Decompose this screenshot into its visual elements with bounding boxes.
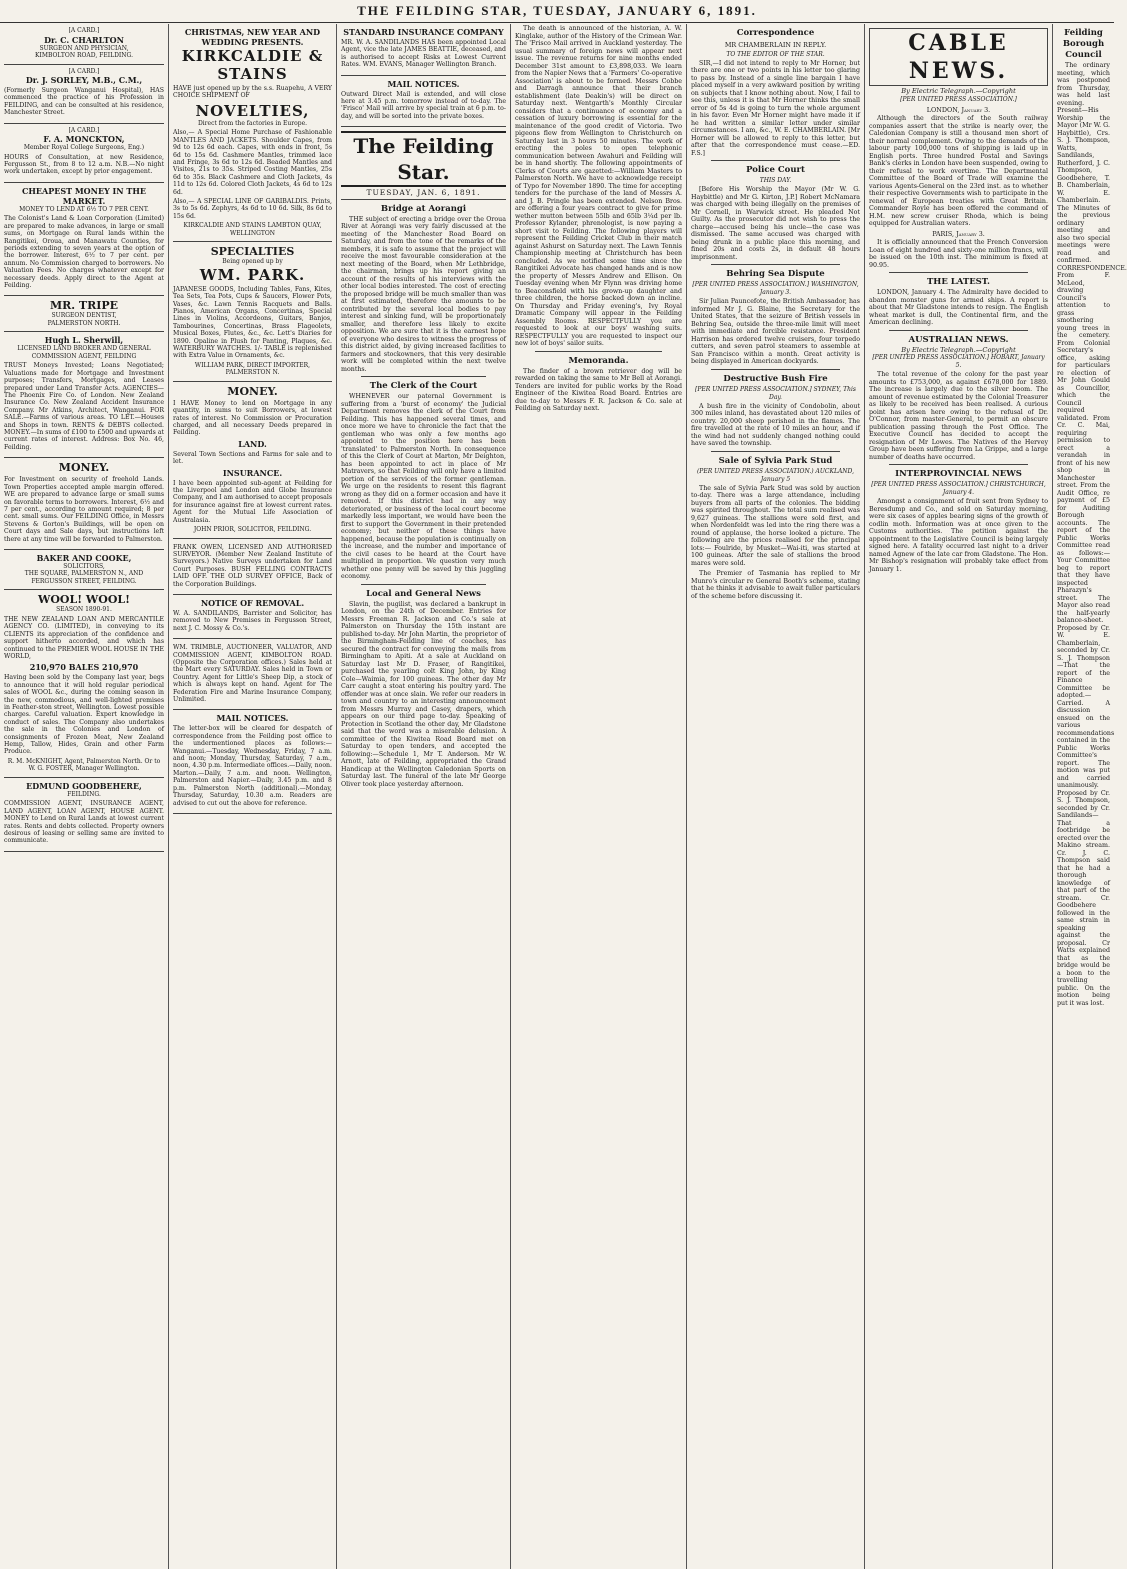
article-sub: THIS DAY. — [759, 177, 792, 185]
article-interprovincial — [869, 469, 1048, 573]
column-2 — [168, 24, 336, 1569]
ad-land-head: LAND. — [238, 438, 267, 449]
newspaper-banner: The Feilding Star. — [341, 131, 506, 187]
ad-text-2: Having been sold by the Company last year, begs to announce that it will hold regular periodical sales of WOOL &c., during the coming season in the new, commodious, and well-lighted premises in Feather-ston street, Wellington. Lowest possible charges. Careful valuation. Expert knowledge in conduct of sales. The Company also undertakes the sale in the Colonies and London of consignments of Frozen Meat, New Zealand Hemp, Tallow, Hides, Grain and other Farm Produce. — [4, 674, 164, 756]
ad-tag: [A CARD.] — [68, 67, 100, 75]
ad-baker-cooke — [4, 550, 164, 591]
article-correspondence — [691, 28, 860, 157]
article-memoranda — [515, 356, 682, 413]
cable-sub: [PER UNITED PRESS ASSOCIATION.] — [900, 95, 1017, 103]
ad-mail — [173, 710, 332, 813]
article-sub: [PER UNITED PRESS ASSOCIATION.] SYDNEY, This Day. — [695, 385, 856, 401]
ad-name: BAKER AND COOKE, — [36, 552, 132, 563]
ad-name: Dr. C. CHARLTON — [44, 34, 124, 45]
ad-head: NOTICE OF REMOVAL. — [200, 597, 305, 608]
article-police-court — [691, 165, 860, 261]
ad-sub: SEASON 1890-91. — [56, 606, 112, 614]
ad-removal — [173, 595, 332, 639]
ad-line: SOLICITORS, — [63, 562, 105, 570]
article-text-2: The Premier of Tasmania has replied to Mr Munro's circular re General Booth's scheme, stating that he thinks it advisable to await fuller particulars of the scheme before discussing it. — [691, 570, 860, 600]
article-text: Sir Julian Pauncefote, the British Ambassador, has informed Mr J. G. Blaine, the Secretary for the United States, that the seizure of British vessels in Behring Sea, outside the three-mile limit will meet with immediate and forcible resistance. President Harrison has ordered twelve cruisers, four torpedo cutters, and seven patrol steamers to assemble at San Francisco within a month. Great activity is being displayed in American dockyards. — [691, 298, 860, 366]
column-1 — [0, 24, 168, 1569]
article-heading: THE LATEST. — [926, 277, 991, 288]
article-heading: Destructive Bush Fire — [723, 373, 828, 384]
column-5 — [686, 24, 864, 1569]
article-heading: Sale of Sylvia Park Stud — [718, 455, 833, 466]
ad-place: THE SQUARE, PALMERSTON N., AND FERGUSSON STREET, FEILDING. — [24, 570, 144, 585]
ad-park — [173, 242, 332, 382]
article-news-items — [515, 25, 682, 348]
ad-text: For Investment on security of freehold Lands. Town Properties accepted ample margin offered. WE are prepared to advance large or small sums on favorable terms to borrowers. Interest, 6½ and 7 per cent., according to amount required; 8 per cent. small sums. Our FEILDING Office, in Messrs Stevens & Gorton's Buildings, will be open on Court days and Sale days, but instructions left there at any time will be forwarded to Palmerston. — [4, 476, 164, 543]
ad-name: MR. TRIPE — [49, 299, 119, 313]
ad-sub: Being opened up by — [222, 258, 283, 266]
ad-text: THE NEW ZEALAND LOAN AND MERCANTILE AGENCY CO. (LIMITED), in conveying to its CLIENTS its appreciation of the confidence and support hitherto accorded, and which has continued to the PREMIER WOOL HOUSE IN THE WORLD, — [4, 615, 164, 660]
ad-bales: 210,970 BALES 210,970 — [29, 662, 139, 673]
article-latest — [869, 277, 1048, 327]
ad-sherwill — [4, 332, 164, 458]
ad-prior-name: JOHN PRIOR, SOLICITOR, FEILDING. — [193, 526, 312, 534]
ad-head: STANDARD INSURANCE COMPANY — [343, 27, 504, 37]
ad-sub: MONEY TO LEND AT 6½ TO 7 PER CENT. — [19, 205, 149, 213]
ad-line: LICENSED LAND BROKER AND GENERAL COMMISSION AGENT, FEILDING — [17, 345, 151, 360]
masthead — [0, 0, 1114, 23]
column-7 — [1052, 24, 1127, 1569]
ad-goodbehere — [4, 778, 164, 852]
cable-byline: By Electric Telegraph.—Copyright — [901, 87, 1016, 95]
article-sub: TO THE EDITOR OF THE STAR. — [726, 50, 825, 58]
article-heading: Correspondence — [736, 28, 815, 38]
article-text: The death is announced of the historian, A. W. Kinglake, author of the History of the Crimean War. The 'Frisco Mail arrived in Auckland yesterday. The usual summary of foreign news will appear next issue. The revenue returns for nine months ended December 31st amount to £3,898,033. We learn from the Napier News that a 'Farmers' Co-operative Association' is about to be formed. Messrs Cobbe and Darragh announce that their branch establishment (late Deakin's) will be direct on Saturday next. Wentgarth's Monthly Circular considers that a continuance of economy and a cessation of luxury borrowing is essential for the maintenance of the good credit of Victoria. Two pigeons flew from Wellington to Christchurch on Saturday last in 3 hours 50 minutes. The work of erecting the poles to open telephonic communication between Awahuri and Feilding will be in hand shortly. The following appointments of Clerks of Courts are gazetted:—William Masters to Palmerston North. We have to acknowledge receipt of Typo for November 1890. The time for accepting tenders for the purchase of the land of Messrs A. and J. B. Pringle has been extended. Nelson Bros. are offering a four years contract to give for prime wether mutton between 55lb and 65lb 3¼d per lb. Professor Kylander, phrenologist, is now paying a short visit to Feilding. The following players will represent the Feilding Cricket Club in their match against Ashurst on Saturday next. The Lawn Tennis Championship meeting at Christchurch has been concluded. As we notified some time since the Rangitikei Advocate has changed hands and is now the property of Messrs Andrew and Ellison. On Tuesday evening when Mr Flynn was driving home to Beaconsfield with his grown-up daughter and three children, the horse backed down an incline. On Thursday and Friday evening's, Ivy Royal Dramatic Company will appear in the Feilding Assembly Rooms. RESPECTFULLY you are requested to look at our boys' washing suits. RESPECTFULLY you are requested to inspect our new lot of boys' sailor suits. — [515, 25, 682, 347]
ad-text: Outward Direct Mail is extended, and will close here at 3.45 p.m. tomorrow instead of to-day. The 'Frisco' Mail will arrive by special train at 6 p.m. to-day, and will be sorted into the private boxes. — [341, 90, 506, 120]
ad-text: The Colonist's Land & Loan Corporation (Limited) are prepared to make advances, in large or small sums, on Mortgage on Rural lands within the Rangitikei, Oroua, and Manawatu Counties, for periods extending to seven years at the option of the borrower. Interest, 6½ to 7 per cent. per annum. No Commission charged to borrowers. No Valuation Fees. No charges whatever except for necessary deeds. Apply direct to the Agent at Feilding. — [4, 215, 164, 289]
ad-land-text: Several Town Sections and Farms for sale and to let. — [173, 450, 332, 466]
article-text: A bush fire in the vicinity of Condobolin, about 300 miles inland, has devastated about 120 miles of country. 20,000 sheep perished in the flames. The fire travelled at the rate of 10 miles an hour, and if the wind had not suddenly changed nothing could have saved the township. — [691, 402, 860, 448]
ad-text: FRANK OWEN, LICENSED AND AUTHORISED SURVEYOR. (Member New Zealand Institute of Surveyors.) Native Surveys undertaken for Land Court Purposes. BUSH FELLING CONTRACTS LAID OFF. THE OLD SURVEY OFFICE, Back of the Corporation Buildings. — [173, 543, 332, 588]
divider — [889, 330, 1028, 331]
ad-mail-notices — [341, 76, 506, 128]
ad-top: CHRISTMAS, NEW YEAR AND WEDDING PRESENTS. — [184, 27, 321, 47]
divider — [535, 351, 662, 352]
article-borough-council — [1057, 28, 1127, 1007]
ad-line: FEILDING. — [67, 790, 101, 798]
ad-head: MAIL NOTICES. — [387, 78, 460, 89]
article-heading: Local and General News — [366, 588, 481, 599]
ad-text: WM. TRIMBLE, AUCTIONEER, VALUATOR, AND COMMISSION AGENT, KIMBOLTON ROAD. (Opposite the Corporation offices.) Sales held at the Mart every SATURDAY. Sales held in Town or Country. Agent for Little's Sheep Dip, a stock of which is always kept on hand. Agent for The Federation Fire and Marine Insurance Company, Unlimited. — [173, 644, 332, 704]
ad-head: MONEY. — [58, 461, 110, 475]
article-text: THE subject of erecting a bridge over the Oroua River at Aorangi was very fairly discussed at the meeting of the Manchester Road Board on Saturday, and from the tone of the remarks of the members, it is safe to assume that the project will receive the most favourable consideration at the next meeting of the Board, when Mr Lethbridge, the chairman, brings up his report giving an account of the results of his interviews with the other local bodies interested. The cost of erecting the proposed bridge will be much smaller than was at first estimated, therefore the amounts to be contributed by the several local bodies to pay interest and sinking fund, will be proportionately smaller, and therefore less likely to excite opposition. We are sure that it is the earnest hope of everyone who desires to witness the progress of this district aided, by giving increased facilities to farmers and stockowners, that this very desirable work will be completed within the next twelve months. — [341, 215, 506, 373]
article-heading: Police Court — [746, 165, 805, 176]
ad-text: (Formerly Surgeon Wanganui Hospital), HAS commenced the practice of his Profession in FEILDING, and can be consulted at his residence, Manchester Street. — [4, 87, 164, 117]
article-title: MR CHAMBERLAIN IN REPLY. — [724, 41, 827, 49]
article-heading: INTERPROVINCIAL NEWS — [895, 469, 1022, 480]
ad-prior — [173, 382, 332, 539]
ad-mantles: Also,— A Special Home Purchase of Fashionable MANTLES AND JACKETS. Shoulder Capes, from 9d to 12s 6d each. Capes, with ends in front, 5s 6d to 15s 6d. Cashmere Mantles, trimmed lace and Fringe, 3s 6d to 12s 6d. Beaded Mantles and Visites, 21s to 35s. Striped Costing Mantles, 25s 6d to 35s. Black Cashmere and Cloth Jackets, 4s 11d to 12s 6d. Colored Cloth Jackets, 4s 6d to 12s 6d. — [173, 129, 332, 196]
divider — [889, 464, 1028, 465]
ad-novelties-sub: Direct from the factories in Europe. — [197, 119, 308, 127]
ad-brand: KIRKCALDIE & STAINS — [181, 47, 324, 83]
article-bush-fire — [691, 374, 860, 448]
ad-head: SPECIALTIES — [210, 245, 295, 259]
article-clerk — [341, 381, 506, 581]
ad-place: KIMBOLTON ROAD, FEILDING. — [34, 52, 133, 59]
ad-text: I HAVE Money to lend on Mortgage in any quantity, in sums to suit Borrowers, at lowest rates of interest. No Commission or Procuration charged, and all necessary Deeds prepared in Feilding. — [173, 399, 332, 437]
article-text: [Before His Worship the Mayor (Mr W. G. Haybittle) and Mr G. Kirton, J.P.] Robert McNamara was charged with being illegally on the premises of Mr Cornell, in Warwick street. He pleaded Not Guilty. As the prosecutor did not wish to press the charge—accused being his uncle—the case was dismissed. The same accused was charged with being drunk in a public place this morning, and fined 20s and costs 2s, in default 48 hours imprisonment. — [691, 186, 860, 261]
divider — [361, 376, 486, 377]
article-text: The finder of a brown retriever dog will be rewarded on taking the same to Mr Bell at Aorangi. Tenders are invited for public works by the Road Engineer of the Kiwitea Road Board. Entries are due to-day to Messrs F. R. Jackson & Co. sale at Feilding on Saturday next. — [515, 367, 682, 412]
article-bridge — [341, 204, 506, 374]
article-sub: [PER UNITED PRESS ASSOCIATION.] HOBART, January 5. — [872, 354, 1045, 370]
article-byline: By Electric Telegraph.—Copyright — [901, 345, 1016, 354]
ad-agent: R. M. McKNIGHT, Agent, Palmerston North. Or to W. G. FOSTER, Manager Wellington. — [7, 757, 161, 773]
ad-charlton — [4, 24, 164, 65]
ad-text: HOURS of Consultation, at new Residence, Fergusson St., from 8 to 12 a.m. N.B.—No night work undertaken, except by prior engagement. — [4, 153, 164, 176]
ad-cheapest-money — [4, 183, 164, 297]
article-text: WHENEVER our paternal Government is suffering from a 'burst of economy' the Judicial Department removes the clerk of the Court from Feilding. This has happened several times, and once more we have to chronicle the fact that the gentleman who was only a few months ago appointed to the position here has been 'translated' to Palmerston North. In consequence of this the Clerk of Court at Marton, Mr Deighton, has been appointed to act in place of Mr Matravers, so that Feilding will only have a limited portion of the services of the former gentleman. We urge on the residents to resent this flagrant wrong as they did on a former occasion and have it removed. If this district had in any way deteriorated, or business of the local court become markedly less important, we would have been the first to support the Government in their pretended economy; but neither of these things have happened, because the population is continually on the increase, and the number and importance of the civil cases to be heard at the Court have multiplied in proportion. We question very much whether one penny will be saved by this juggling economy. — [341, 393, 506, 581]
article-text: The total revenue of the colony for the past year amounts to £753,000, as against £678,000 for 1889. The increase is largely due to the silver boom. The amount of revenue estimated by the Colonial Treasurer as likely to be received has been realised. A curious point has arisen here owing to the refusal of Dr. O'Connor, from master-General, to permit an obscure publication passing through the Post Office. The Executive Council has decided to accept the resignation of Mr Lowes. The Natives of the Hervey Group have been suffering from La Grippe, and a large number of deaths have occurred. — [869, 371, 1048, 461]
ad-name: WM. PARK. — [199, 265, 306, 284]
ad-text: MR. W. A. SANDILANDS HAS been appointed Local Agent, vice the late JAMES BEATTIE, deceased, and is authorised to accept Risks at Lowest Current Rates. WM. EVANS, Manager Wellington Branch. — [341, 39, 506, 69]
divider — [361, 584, 486, 585]
ad-place: PALMERSTON NORTH. — [47, 319, 121, 327]
article-text: Although the directors of the South railway companies assert that the strike is nearly over, the Caledonian Company is still a thousand men short of their normal complement. Owing to the demands of the labour party 100,000 tons of shipping is laid up in English ports. Three hundred Postal and Savings Bank's clerks in London have been suspended, owing to their refusal to work overtime. The Departmental Committee of the Board of Trade will examine the various Agents-General on the 23rd inst. as to whether their respective Governments wish to participate in the renewal of European treaties with Great Britain. Commander Royle has been offered the command of H.M. new screw cruiser Rhoda, which is being equipped for Australian waters. — [869, 115, 1048, 228]
ad-novelties: NOVELTIES, — [195, 101, 310, 120]
ad-text: COMMISSION AGENT, INSURANCE AGENT, LAND AGENT, LOAN AGENT, HOUSE AGENT. MONEY to Lend on Rural Lands at lowest current rates. Rents and debts collected. Property owners desirous of leasing or selling same are invited to communicate. — [4, 800, 164, 845]
ad-money — [4, 458, 164, 550]
divider — [889, 272, 1028, 273]
divider — [711, 369, 840, 370]
article-local-news — [341, 589, 506, 789]
ad-name: Hugh L. Sherwill, — [44, 335, 124, 346]
ad-name: F. A. MONCKTON, — [43, 134, 125, 145]
ad-text: JAPANESE GOODS, Including Tables, Fans, Kites, Tea Sets, Tea Pots, Cups & Saucers, Flower Pots, Vases, &c. Lawn Tennis Racquets and Balls. Pianos, American Organs, Concertinas, Special Lines in Violins, Accordeons, Guitars, Banjos, Tambourines, Concertinas, Brass Flageolets, Musical Boxes, Flutes, &c., &c. Lett's Diaries for 1890. Opaline in Plush for Panting, Plaques, &c. WATERBURY WATCHES. 1/- TABLE is replenished with Extra Value in Ornaments, &c. — [173, 285, 332, 360]
article-sub: [PER UNITED PRESS ASSOCIATION.] WASHINGTON, January 3. — [692, 281, 859, 297]
article-heading: AUSTRALIAN NEWS. — [908, 334, 1009, 345]
ad-standard-insurance — [341, 24, 506, 76]
ad-name: Dr. J. SORLEY, M.B., C.M., — [25, 75, 143, 85]
ad-owen — [173, 539, 332, 595]
ad-line: SURGEON AND PHYSICIAN, — [39, 44, 129, 52]
ad-footer: KIRKCALDIE AND STAINS LAMBTON QUAY, WELLINGTON — [183, 222, 322, 237]
article-text: LONDON, January 4. The Admiralty have decided to abandon monster guns for armed ships. A report is about that Mr Gladstone intends to resign. The English wheat market is dull, the Continental firm, and the American declining. — [869, 289, 1048, 327]
article-heading: Memoranda. — [568, 355, 629, 366]
ad-head: MONEY. — [227, 384, 278, 398]
divider — [711, 160, 840, 161]
column-3 — [336, 24, 510, 1569]
divider — [711, 264, 840, 265]
article-text-2: It is officially announced that the French Conversion Loan of eight hundred and sixty-one million francs, will be issued on the 10th inst. The minimum is fixed at 90.95. — [869, 239, 1048, 269]
article-sub: (PER UNITED PRESS ASSOCIATION.) AUCKLAND, January 5 — [696, 467, 855, 483]
ad-sorley — [4, 65, 164, 124]
cable-place: LONDON, January 3. — [926, 105, 991, 114]
ad-text: TRUST Moneys Invested; Loans Negotiated; Valuations made for Mortgage and Investment purposes; Transfers, Mortgages, and Leases prepared under Land Transfer Acts. AGENCIES—The Phoenix Fire Co. of London. New Zealand Insurance Co. New Zealand Accident Insurance Company. Mr Atkins, Architect, Wanganui. FOR SALE.—Farms of various areas. TO LET.—Houses and Shops in town. RENTS & DEBTS collected. MONEY.—In sums of £100 to £500 and upwards at current rates of interest. Address: Box No. 46, Feilding. — [4, 362, 164, 451]
ad-line: Member Royal College Surgeons, Eng.) — [23, 144, 145, 152]
article-heading: Behring Sea Dispute — [726, 269, 825, 280]
issue-date: TUESDAY, JAN. 6, 1891. — [341, 189, 506, 200]
article-heading: Bridge at Aorangi — [380, 203, 467, 214]
ad-head: MAIL NOTICES. — [216, 713, 289, 724]
ad-text: The letter-box will be cleared for despatch of correspondence from the Feilding post office to the undermentioned places as follows:— Wanganui.—Tuesday, Wednesday, Friday, 7 a.m. and noon; Monday, Thursday, Saturday, 7 a.m., noon, 4.30 p.m. Intermediate offices.—Daily, noon. Marton.—Daily, 7 a.m. and noon. Wellington, Palmerston and Napier.—Daily, 3.45 p.m. and 8 p.m. Palmerston North (additional).—Monday, Thursday, Saturday, 10.30 a.m. Readers are advised to cut out the above for reference. — [173, 725, 332, 807]
ad-tripe — [4, 296, 164, 332]
ad-trimble — [173, 639, 332, 710]
article-behring-sea — [691, 269, 860, 366]
ad-monckton — [4, 124, 164, 183]
column-6 — [864, 24, 1052, 1569]
article-text: The ordinary meeting, which was postponed from Thursday, was held last evening. Present—His Worship the Mayor (Mr W. G. Haybittle), Crs. S. J. Thompson, Watts, Sandilands, Rutherford, J. C. Thompson, Goodbehere, T. B. Chamberlain, W. E. Chamberlain. The Minutes of the previous ordinary meeting and also two special meetings were read and confirmed. CORRESPONDENCE. From F. McLeod, drawing Council's attention to grass smothering young trees in the cemetery. From Colonial Secretary's office, asking for particulars re election of Mr John Gould as Councillor, which the Council required validated. From Cr. C. Mai, requiring permission to erect a verandah in front of his new shop in Manchester street. From the Audit Office, re payment of £5 for Auditing Borough accounts. The report of the Public Works Committee read as follows:—Your Committee beg to report that they have inspected Pharazyn's street. The Mayor also read the half-yearly balance-sheet. Proposed by Cr. W. E. Chamberlain, seconded by Cr. S. J. Thompson—That the report of the Finance Committee be adopted.—Carried. A discussion ensued on the various recommendations contained in the Public Works Committee's report. The motion was put and carried unanimously. Proposed by Cr. S. J. Thompson, seconded by Cr. Sandilands—That a footbridge be erected over the Makino stream. Cr. J. C. Thompson said that he had a thorough knowledge of that part of the stream. Cr. Goodbehere followed in the same strain in speaking against the proposal. Cr Watts explained that as the bridge would be a boon to the travelling public. On the motion being put it was lost. — [1057, 62, 1127, 1007]
ad-line: SURGEON DENTIST, — [51, 312, 117, 320]
ad-text: HAVE just opened up by the s.s. Ruapehu, A VERY CHOICE SHIPMENT OF — [173, 85, 332, 100]
ad-text: W. A. SANDILANDS, Barrister and Solicitor, has removed to New Premises in Fergusson Street, next J. C. Mossy & Co.'s. — [173, 609, 332, 632]
article-sub: [PER UNITED PRESS ASSOCIATION.] CHRISTCHURCH, January 4. — [871, 481, 1046, 497]
ad-footer: WILLIAM PARK, DIRECT IMPORTER, PALMERSTON N. — [194, 361, 311, 377]
cable-place-2: PARIS, January 3. — [932, 229, 985, 238]
ad-head: CHEAPEST MONEY IN THE MARKET. — [21, 185, 147, 206]
divider — [711, 451, 840, 452]
article-heading: Feilding Borough Council — [1062, 28, 1105, 60]
cable-news-heading: CABLE NEWS. — [869, 28, 1048, 86]
ad-name: EDMUND GOODBEHERE, — [26, 780, 142, 791]
ad-tag: [A CARD.] — [68, 27, 100, 34]
article-text: Amongst a consignment of fruit sent from Sydney to Beresdump and Co., and sold on Saturday morning, were six cases of apples bearing signs of the growth of codlin moth. Information was at once given to the Customs authorities. The petition against the appointment to the Legislative Council is being largely signed here. A fatality occurred last night to a driver named Agnew of the late car from Gladstone. The Hon. Mr Bishop's resignation will probably take effect from January 1. — [869, 498, 1048, 573]
ad-garibaldis: Also,— A SPECIAL LINE OF GARIBALDIS. Prints, 3s to 5s 6d. Zephyrs, 4s 6d to 10 6d. Silk, 8s 6d to 15s 6d. — [173, 197, 332, 220]
article-text: Slavin, the pugilist, was declared a bankrupt in London, on the 24th of December. Entries for Messrs Freeman R. Jackson and Co.'s sale at Palmerston on Thursday the 15th instant are published to-day. Mr John Martin, the proprietor of the Birmingham-Feilding line of coaches, has secured the contract for conveying the mails from Birmingham to Apiti. At a sale at Auckland on Saturday last Mr D. Fraser, of Rangitikei, purchased the yearling colt King John, by King Cole—Waimia, for 100 guineas. The other day Mr Carr caught a stoat entering his poultry yard. The offender was at once slain. We refer our readers in town and country to an interesting announcement from Messrs Murray and Casey, drapers, which appears on our third page to-day. Speaking of Protection in Scotland the other day, Mr Gladstone said that the word was a miserable delusion. A committee of the Kiwitea Road Board met on Saturday to open tenders, and accepted the following:—Schedule 1, Mr T. Anderson. Mr W. Arnott, late of Feilding, appropriated the Grand Handicap at the Wellington Caledonian Sports on Saturday last. The funeral of the late Mr George Oliver took place yesterday afternoon. — [341, 600, 506, 788]
article-heading: The Clerk of the Court — [369, 381, 478, 392]
article-australian-news — [869, 335, 1048, 462]
article-cable — [869, 115, 1048, 269]
ad-tag: [A CARD.] — [68, 126, 100, 134]
column-4 — [510, 24, 686, 1569]
masthead-title: THE FEILDING STAR, TUESDAY, JANUARY 6, 1891. — [357, 3, 757, 18]
ad-head: WOOL! WOOL! — [38, 593, 130, 607]
article-sylvia-park — [691, 456, 860, 601]
ad-wool — [4, 590, 164, 777]
article-text: SIR,—I did not intend to reply to Mr Horner, but there are one or two points in his letter too glaring to pass by. Instead of a single line bargain I have placed myself in a very awkward position by writing on subjects that I know nothing about. Now, I fail to see this, unless it is that Mr Horner thinks the small error of 5s 4d is going to turn the whole argument in his favor. Even Mr Horner might have made it if he had written a similar letter under similar circumstances. I am, &c., W. E. CHAMBERLAIN. [Mr Horner will be allowed to reply to this letter, but after that the correspondence must cease.—ED. F.S.] — [691, 59, 861, 157]
ad-insurance-text: I have been appointed sub-agent at Feilding for the Liverpool and London and Globe Insurance Company, and I am authorised to accept proposals for insurance against fire at lowest current rates. Agent for the Mutual Life Association of Australasia. — [173, 479, 332, 524]
article-text: The sale of Sylvia Park Stud was sold by auction to-day. There was a large attendance, including buyers from all parts of the colonies. The bidding was spirited throughout. The total sum realised was 9,627 guineas. The stallions were sold first, and when Nordenfeldt was led into the ring there was a round of applause, the horse looked a picture. The following are the prices realised for the principal lots:— Foulride, by Musket—Wai-iti, was started at 100 guineas. After the sale of stallions the brood mares were sold. — [691, 484, 860, 567]
ad-insurance-head: INSURANCE. — [222, 467, 283, 478]
ad-kirkcaldie — [173, 24, 332, 242]
